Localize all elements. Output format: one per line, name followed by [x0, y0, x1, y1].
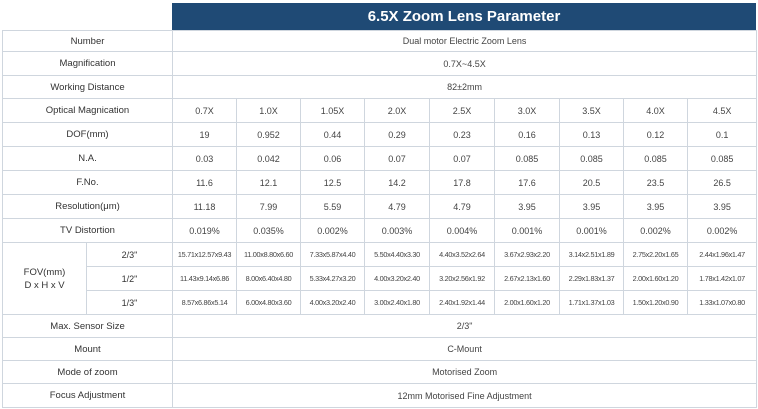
- row-value: Motorised Zoom: [173, 361, 757, 384]
- cell: 3.00x2.40x1.80: [365, 291, 430, 315]
- row-label: Focus Adjustment: [3, 384, 173, 408]
- sensor-size: 1/2": [87, 267, 173, 291]
- row-label: Optical Magnication: [3, 99, 173, 123]
- cell: 0.7X: [173, 99, 237, 123]
- row-fov-1-2: [3, 267, 757, 291]
- cell: 0.085: [688, 147, 757, 171]
- cell: 5.59: [301, 195, 365, 219]
- cell: 4.40x3.52x2.64: [430, 243, 495, 267]
- row-label: Max. Sensor Size: [3, 315, 173, 338]
- cell: 0.12: [624, 123, 688, 147]
- fov-label-line2: D x H x V: [24, 279, 65, 291]
- row-value: 82±2mm: [173, 76, 757, 99]
- cell: 8.00x6.40x4.80: [237, 267, 301, 291]
- cell: 0.042: [237, 147, 301, 171]
- row-max-sensor-size: [3, 315, 757, 338]
- row-focus-adjustment: [3, 384, 757, 408]
- row-na: [3, 147, 757, 171]
- cell: 4.5X: [688, 99, 757, 123]
- row-value: Dual motor Electric Zoom Lens: [173, 31, 757, 52]
- cell: 3.0X: [495, 99, 560, 123]
- row-label: Mode of zoom: [3, 361, 173, 384]
- cell: 11.6: [173, 171, 237, 195]
- cell: 1.0X: [237, 99, 301, 123]
- cell: 0.002%: [624, 219, 688, 243]
- sensor-size: 2/3": [87, 243, 173, 267]
- cell: 3.95: [560, 195, 624, 219]
- row-optical-magnification: [3, 99, 757, 123]
- cell: 1.05X: [301, 99, 365, 123]
- fov-label: [3, 243, 87, 315]
- cell: 0.03: [173, 147, 237, 171]
- cell: 0.23: [430, 123, 495, 147]
- cell: 15.71x12.57x9.43: [173, 243, 237, 267]
- cell: 2.00x1.60x1.20: [495, 291, 560, 315]
- row-label: DOF(mm): [3, 123, 173, 147]
- cell: 2.0X: [365, 99, 430, 123]
- cell: 0.1: [688, 123, 757, 147]
- cell: 3.67x2.93x2.20: [495, 243, 560, 267]
- cell: 0.085: [495, 147, 560, 171]
- row-fov-1-3: [3, 291, 757, 315]
- cell: 0.13: [560, 123, 624, 147]
- row-tv-distortion: [3, 219, 757, 243]
- cell: 12.5: [301, 171, 365, 195]
- cell: 0.019%: [173, 219, 237, 243]
- cell: 3.95: [624, 195, 688, 219]
- row-label: Magnification: [3, 52, 173, 76]
- cell: 1.78x1.42x1.07: [688, 267, 757, 291]
- cell: 4.79: [365, 195, 430, 219]
- row-label: Resolution(μm): [3, 195, 173, 219]
- cell: 2.67x2.13x1.60: [495, 267, 560, 291]
- cell: 0.004%: [430, 219, 495, 243]
- parameter-table: [2, 30, 757, 408]
- cell: 0.44: [301, 123, 365, 147]
- cell: 12.1: [237, 171, 301, 195]
- table-title: 6.5X Zoom Lens Parameter: [172, 3, 756, 30]
- cell: 20.5: [560, 171, 624, 195]
- cell: 0.001%: [495, 219, 560, 243]
- cell: 4.79: [430, 195, 495, 219]
- cell: 1.50x1.20x0.90: [624, 291, 688, 315]
- cell: 1.71x1.37x1.03: [560, 291, 624, 315]
- cell: 0.06: [301, 147, 365, 171]
- row-magnification: [3, 52, 757, 76]
- row-number: [3, 31, 757, 52]
- cell: 26.5: [688, 171, 757, 195]
- cell: 5.50x4.40x3.30: [365, 243, 430, 267]
- cell: 0.07: [430, 147, 495, 171]
- cell: 3.20x2.56x1.92: [430, 267, 495, 291]
- row-fov-2-3: [3, 243, 757, 267]
- cell: 7.99: [237, 195, 301, 219]
- cell: 2.75x2.20x1.65: [624, 243, 688, 267]
- cell: 2.29x1.83x1.37: [560, 267, 624, 291]
- cell: 8.57x6.86x5.14: [173, 291, 237, 315]
- row-value: 0.7X~4.5X: [173, 52, 757, 76]
- row-value: C-Mount: [173, 338, 757, 361]
- row-value: 12mm Motorised Fine Adjustment: [173, 384, 757, 408]
- row-resolution: [3, 195, 757, 219]
- cell: 3.95: [688, 195, 757, 219]
- cell: 0.003%: [365, 219, 430, 243]
- cell: 17.8: [430, 171, 495, 195]
- cell: 0.952: [237, 123, 301, 147]
- row-fno: [3, 171, 757, 195]
- cell: 11.43x9.14x6.86: [173, 267, 237, 291]
- cell: 7.33x5.87x4.40: [301, 243, 365, 267]
- cell: 0.035%: [237, 219, 301, 243]
- cell: 0.085: [560, 147, 624, 171]
- row-label: Mount: [3, 338, 173, 361]
- cell: 6.00x4.80x3.60: [237, 291, 301, 315]
- cell: 2.5X: [430, 99, 495, 123]
- cell: 0.002%: [301, 219, 365, 243]
- cell: 0.29: [365, 123, 430, 147]
- row-label: Number: [3, 31, 173, 52]
- row-value: 2/3": [173, 315, 757, 338]
- cell: 0.085: [624, 147, 688, 171]
- cell: 2.00x1.60x1.20: [624, 267, 688, 291]
- cell: 4.0X: [624, 99, 688, 123]
- cell: 5.33x4.27x3.20: [301, 267, 365, 291]
- row-label: N.A.: [3, 147, 173, 171]
- row-working-distance: [3, 76, 757, 99]
- cell: 4.00x3.20x2.40: [365, 267, 430, 291]
- row-label: Working Distance: [3, 76, 173, 99]
- cell: 14.2: [365, 171, 430, 195]
- cell: 3.14x2.51x1.89: [560, 243, 624, 267]
- cell: 0.001%: [560, 219, 624, 243]
- cell: 4.00x3.20x2.40: [301, 291, 365, 315]
- cell: 3.95: [495, 195, 560, 219]
- cell: 2.40x1.92x1.44: [430, 291, 495, 315]
- cell: 11.18: [173, 195, 237, 219]
- cell: 2.44x1.96x1.47: [688, 243, 757, 267]
- sensor-size: 1/3": [87, 291, 173, 315]
- row-dof: [3, 123, 757, 147]
- row-label: F.No.: [3, 171, 173, 195]
- cell: 1.33x1.07x0.80: [688, 291, 757, 315]
- row-label: TV Distortion: [3, 219, 173, 243]
- fov-label-line1: FOV(mm): [23, 266, 66, 278]
- cell: 0.002%: [688, 219, 757, 243]
- row-mode-of-zoom: [3, 361, 757, 384]
- cell: 19: [173, 123, 237, 147]
- cell: 11.00x8.80x6.60: [237, 243, 301, 267]
- cell: 0.07: [365, 147, 430, 171]
- row-mount: [3, 338, 757, 361]
- cell: 3.5X: [560, 99, 624, 123]
- cell: 0.16: [495, 123, 560, 147]
- cell: 17.6: [495, 171, 560, 195]
- cell: 23.5: [624, 171, 688, 195]
